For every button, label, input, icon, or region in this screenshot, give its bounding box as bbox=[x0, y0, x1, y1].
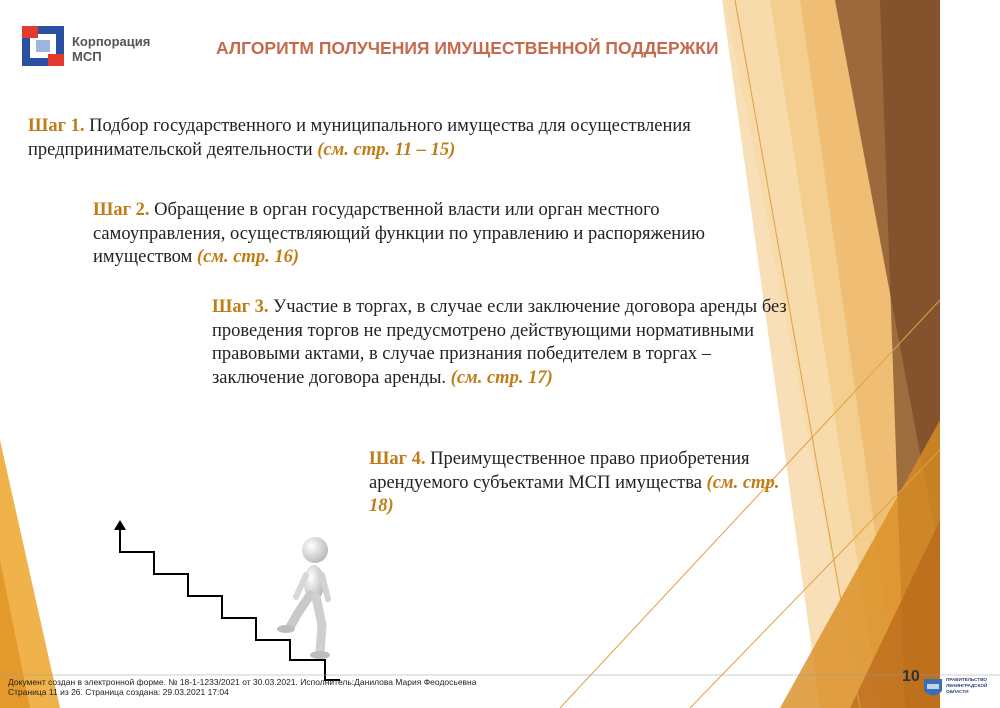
person-climbing-figure bbox=[270, 535, 340, 660]
page-title: АЛГОРИТМ ПОЛУЧЕНИЯ ИМУЩЕСТВЕННОЙ ПОДДЕРЖКИ bbox=[216, 38, 719, 58]
logo-line2: МСП bbox=[72, 49, 102, 64]
step-4 bbox=[369, 448, 789, 519]
government-logo-text: ПРАВИТЕЛЬСТВО ЛЕНИНГРАДСКОЙ ОБЛАСТИ bbox=[946, 677, 988, 694]
page-number: 10 bbox=[902, 668, 920, 685]
logo-line1: Корпорация bbox=[72, 34, 151, 49]
footer-line2: Страница 11 из 26. Страница создана: 29.03.2021 17:04 bbox=[8, 687, 229, 697]
step-1-text: Подбор государственного и муниципального имущества для осуществления предпринимательской деятельности bbox=[28, 116, 691, 160]
document-footer bbox=[8, 677, 476, 697]
step-3-text: Участие в торгах, в случае если заключение договора аренды без проведения торгов не предусмотрено действующими нормативными правовыми актами, в случае признания победителем в торгах – заключение договора аренды. bbox=[212, 297, 787, 388]
step-2-label: Шаг 2. bbox=[93, 200, 150, 220]
step-2 bbox=[93, 199, 793, 270]
logo-text bbox=[72, 34, 150, 64]
step-4-text: Преимущественное право приобретения арендуемого субъектами МСП имущества bbox=[369, 449, 750, 493]
step-2-ref: (см. стр. 16) bbox=[196, 247, 299, 267]
step-3 bbox=[212, 296, 802, 390]
step-1-label: Шаг 1. bbox=[28, 116, 85, 136]
step-3-ref: (см. стр. 17) bbox=[450, 367, 553, 388]
step-1 bbox=[28, 115, 728, 162]
step-4-ref: (см. стр. 18) bbox=[369, 472, 780, 516]
step-4-label: Шаг 4. bbox=[369, 449, 426, 469]
step-3-label: Шаг 3. bbox=[212, 297, 269, 317]
footer-line1: Документ создан в электронной форме. № 18-1-1233/2021 от 30.03.2021. Исполнитель:Данилова Мария Феодосьевна bbox=[8, 677, 477, 687]
step-2-text: Обращение в орган государственной власти или орган местного самоуправления, осуществляющий функции по управлению и распоряжению имуществом bbox=[93, 200, 705, 267]
step-1-ref: (см. стр. 11 – 15) bbox=[317, 139, 456, 160]
